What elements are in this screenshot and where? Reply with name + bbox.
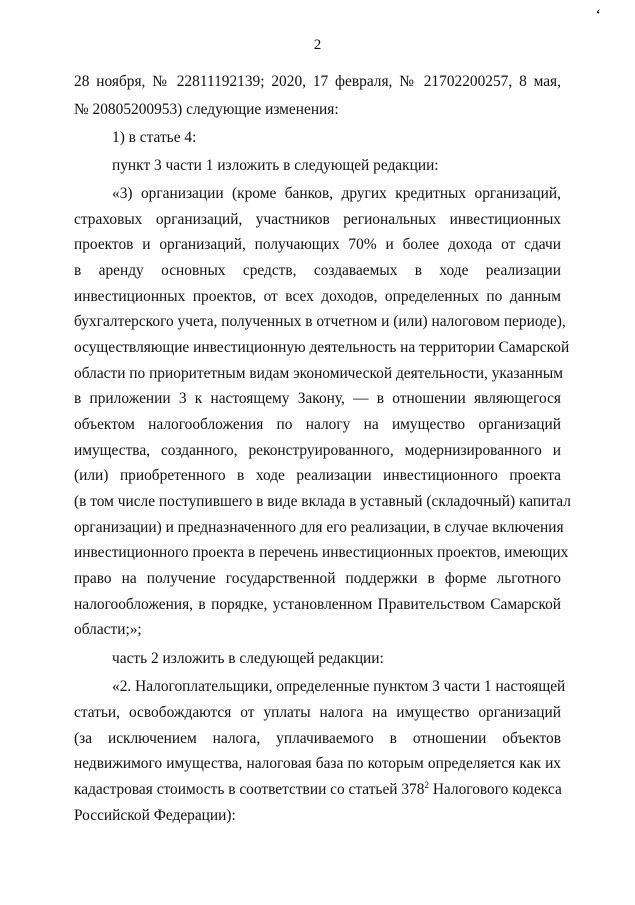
text-line-15: имущества, созданного, реконструированного, модернизированного и <box>74 442 561 459</box>
text-line-28-end: Налогового кодекса <box>432 781 562 798</box>
text-line-26: (за исключением налога, уплачиваемого в отношении объектов <box>74 730 561 747</box>
text-line-2: № 20805200953) следующие изменения: <box>74 101 339 118</box>
text-line-21: налогообложения, в порядке, установленном Правительством Самарской <box>74 596 561 613</box>
text-line-23: часть 2 изложить в следующей редакции: <box>112 650 384 667</box>
text-line-8: в аренду основных средств, создаваемых в ходе реализации <box>74 262 561 279</box>
page-number: 2 <box>313 37 322 53</box>
text-line-9: инвестиционных проектов, от всех доходов, определенных по данным <box>74 288 561 305</box>
text-line-19: инвестиционного проекта в перечень инвестиционных проектов, имеющих <box>74 544 569 561</box>
text-line-1: 28 ноября, № 22811192139; 2020, 17 февраля, № 21702200257, 8 мая, <box>74 73 561 90</box>
text-line-5: «3) организации (кроме банков, других кредитных организаций, <box>112 185 561 202</box>
text-line-28-start: кадастровая стоимость в соответствии со статьей 378 <box>74 781 425 798</box>
text-line-10: бухгалтерского учета, полученных в отчетном и (или) налоговом периоде), <box>74 313 566 330</box>
text-line-29: Российской Федерации): <box>74 807 236 824</box>
corner-mark: ʻ <box>596 6 601 21</box>
text-line-22: области;»; <box>74 621 142 638</box>
text-line-4: пункт 3 части 1 изложить в следующей редакции: <box>112 157 439 174</box>
text-line-13: в приложении 3 к настоящему Закону, — в отношении являющегося <box>74 390 561 407</box>
text-line-11: осуществляющие инвестиционную деятельность на территории Самарской <box>74 339 570 356</box>
text-line-14: объектом налогообложения по налогу на имущество организаций <box>74 416 561 433</box>
text-line-17: (в том числе поступившего в виде вклада в уставный (складочный) капитал <box>74 493 571 510</box>
text-line-24: «2. Налогоплательщики, определенные пунктом 3 части 1 настоящей <box>112 678 566 695</box>
text-line-6: страховых организаций, участников региональных инвестиционных <box>74 211 561 228</box>
text-line-12: области по приоритетным видам экономической деятельности, указанным <box>74 365 563 382</box>
text-line-3: 1) в статье 4: <box>112 129 197 146</box>
text-line-20: право на получение государственной поддержки в форме льготного <box>74 570 561 587</box>
text-line-18: организации) и предназначенного для его реализации, в случае включения <box>74 519 564 536</box>
text-line-16: (или) приобретенного в ходе реализации инвестиционного проекта <box>74 467 561 484</box>
text-line-7: проектов и организаций, получающих 70% и более дохода от сдачи <box>74 236 561 253</box>
superscript-2: 2 <box>424 779 429 790</box>
text-line-28 <box>74 781 561 799</box>
text-line-25: статьи, освобождаются от уплаты налога на имущество организаций <box>74 704 561 721</box>
text-line-27: недвижимого имущества, налоговая база по которым определяется как их <box>74 755 561 772</box>
